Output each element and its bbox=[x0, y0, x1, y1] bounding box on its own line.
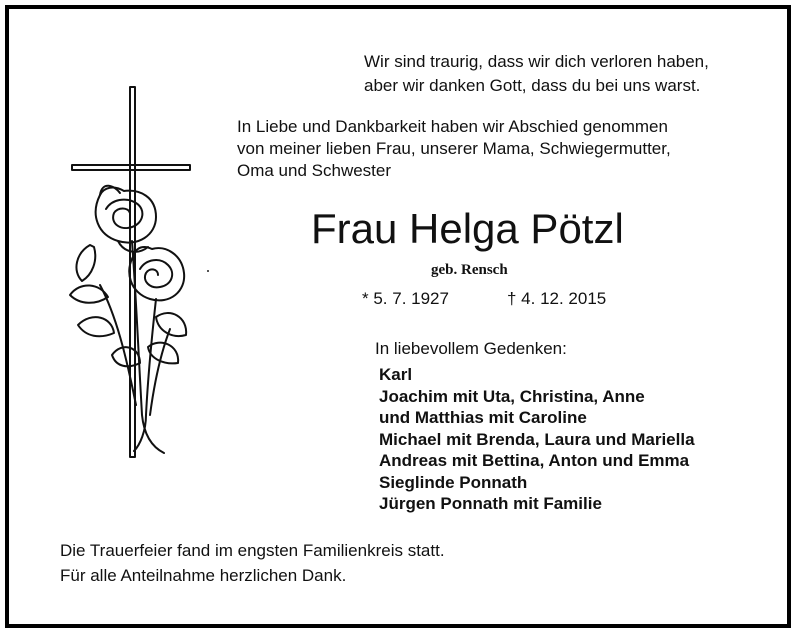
mourner: Andreas mit Bettina, Anton und Emma bbox=[379, 451, 690, 470]
quote-line-1: Wir sind traurig, dass wir dich verloren haben, bbox=[364, 52, 709, 71]
deceased-name: Frau Helga Pötzl bbox=[311, 205, 624, 252]
mourner: Sieglinde Ponnath bbox=[379, 472, 528, 492]
mourner: Karl bbox=[379, 365, 413, 384]
mourner: Joachim mit Uta, Christina, Anne bbox=[379, 386, 645, 406]
mourner: und Matthias mit Caroline bbox=[379, 408, 587, 427]
mourner: Michael mit Brenda, Laura und Mariella bbox=[379, 429, 695, 449]
cross-with-roses-icon bbox=[60, 85, 200, 465]
death-date: † 4. 12. 2015 bbox=[507, 289, 607, 308]
footer-line-1: Die Trauerfeier fand im engsten Familienkreis statt. bbox=[60, 541, 445, 560]
memorial-heading: In liebevollem Gedenken: bbox=[375, 339, 567, 358]
birth-date: * 5. 7. 1927 bbox=[362, 289, 449, 308]
mourners-list bbox=[379, 364, 695, 515]
intro-line-1: In Liebe und Dankbarkeit haben wir Abschied genommen bbox=[237, 117, 668, 136]
quote bbox=[364, 50, 709, 98]
footer-line-2: Für alle Anteilnahme herzlichen Dank. bbox=[60, 566, 347, 585]
intro-text bbox=[237, 116, 671, 182]
birth-name: geb. Rensch bbox=[431, 262, 508, 278]
print-speck bbox=[207, 270, 209, 272]
intro-line-2: von meiner lieben Frau, unserer Mama, Schwiegermutter, bbox=[237, 139, 671, 158]
mourner: Jürgen Ponnath mit Familie bbox=[379, 494, 602, 513]
footer-text bbox=[60, 538, 445, 588]
quote-line-2: aber wir danken Gott, dass du bei uns warst. bbox=[364, 76, 701, 95]
intro-line-3: Oma und Schwester bbox=[237, 161, 392, 180]
